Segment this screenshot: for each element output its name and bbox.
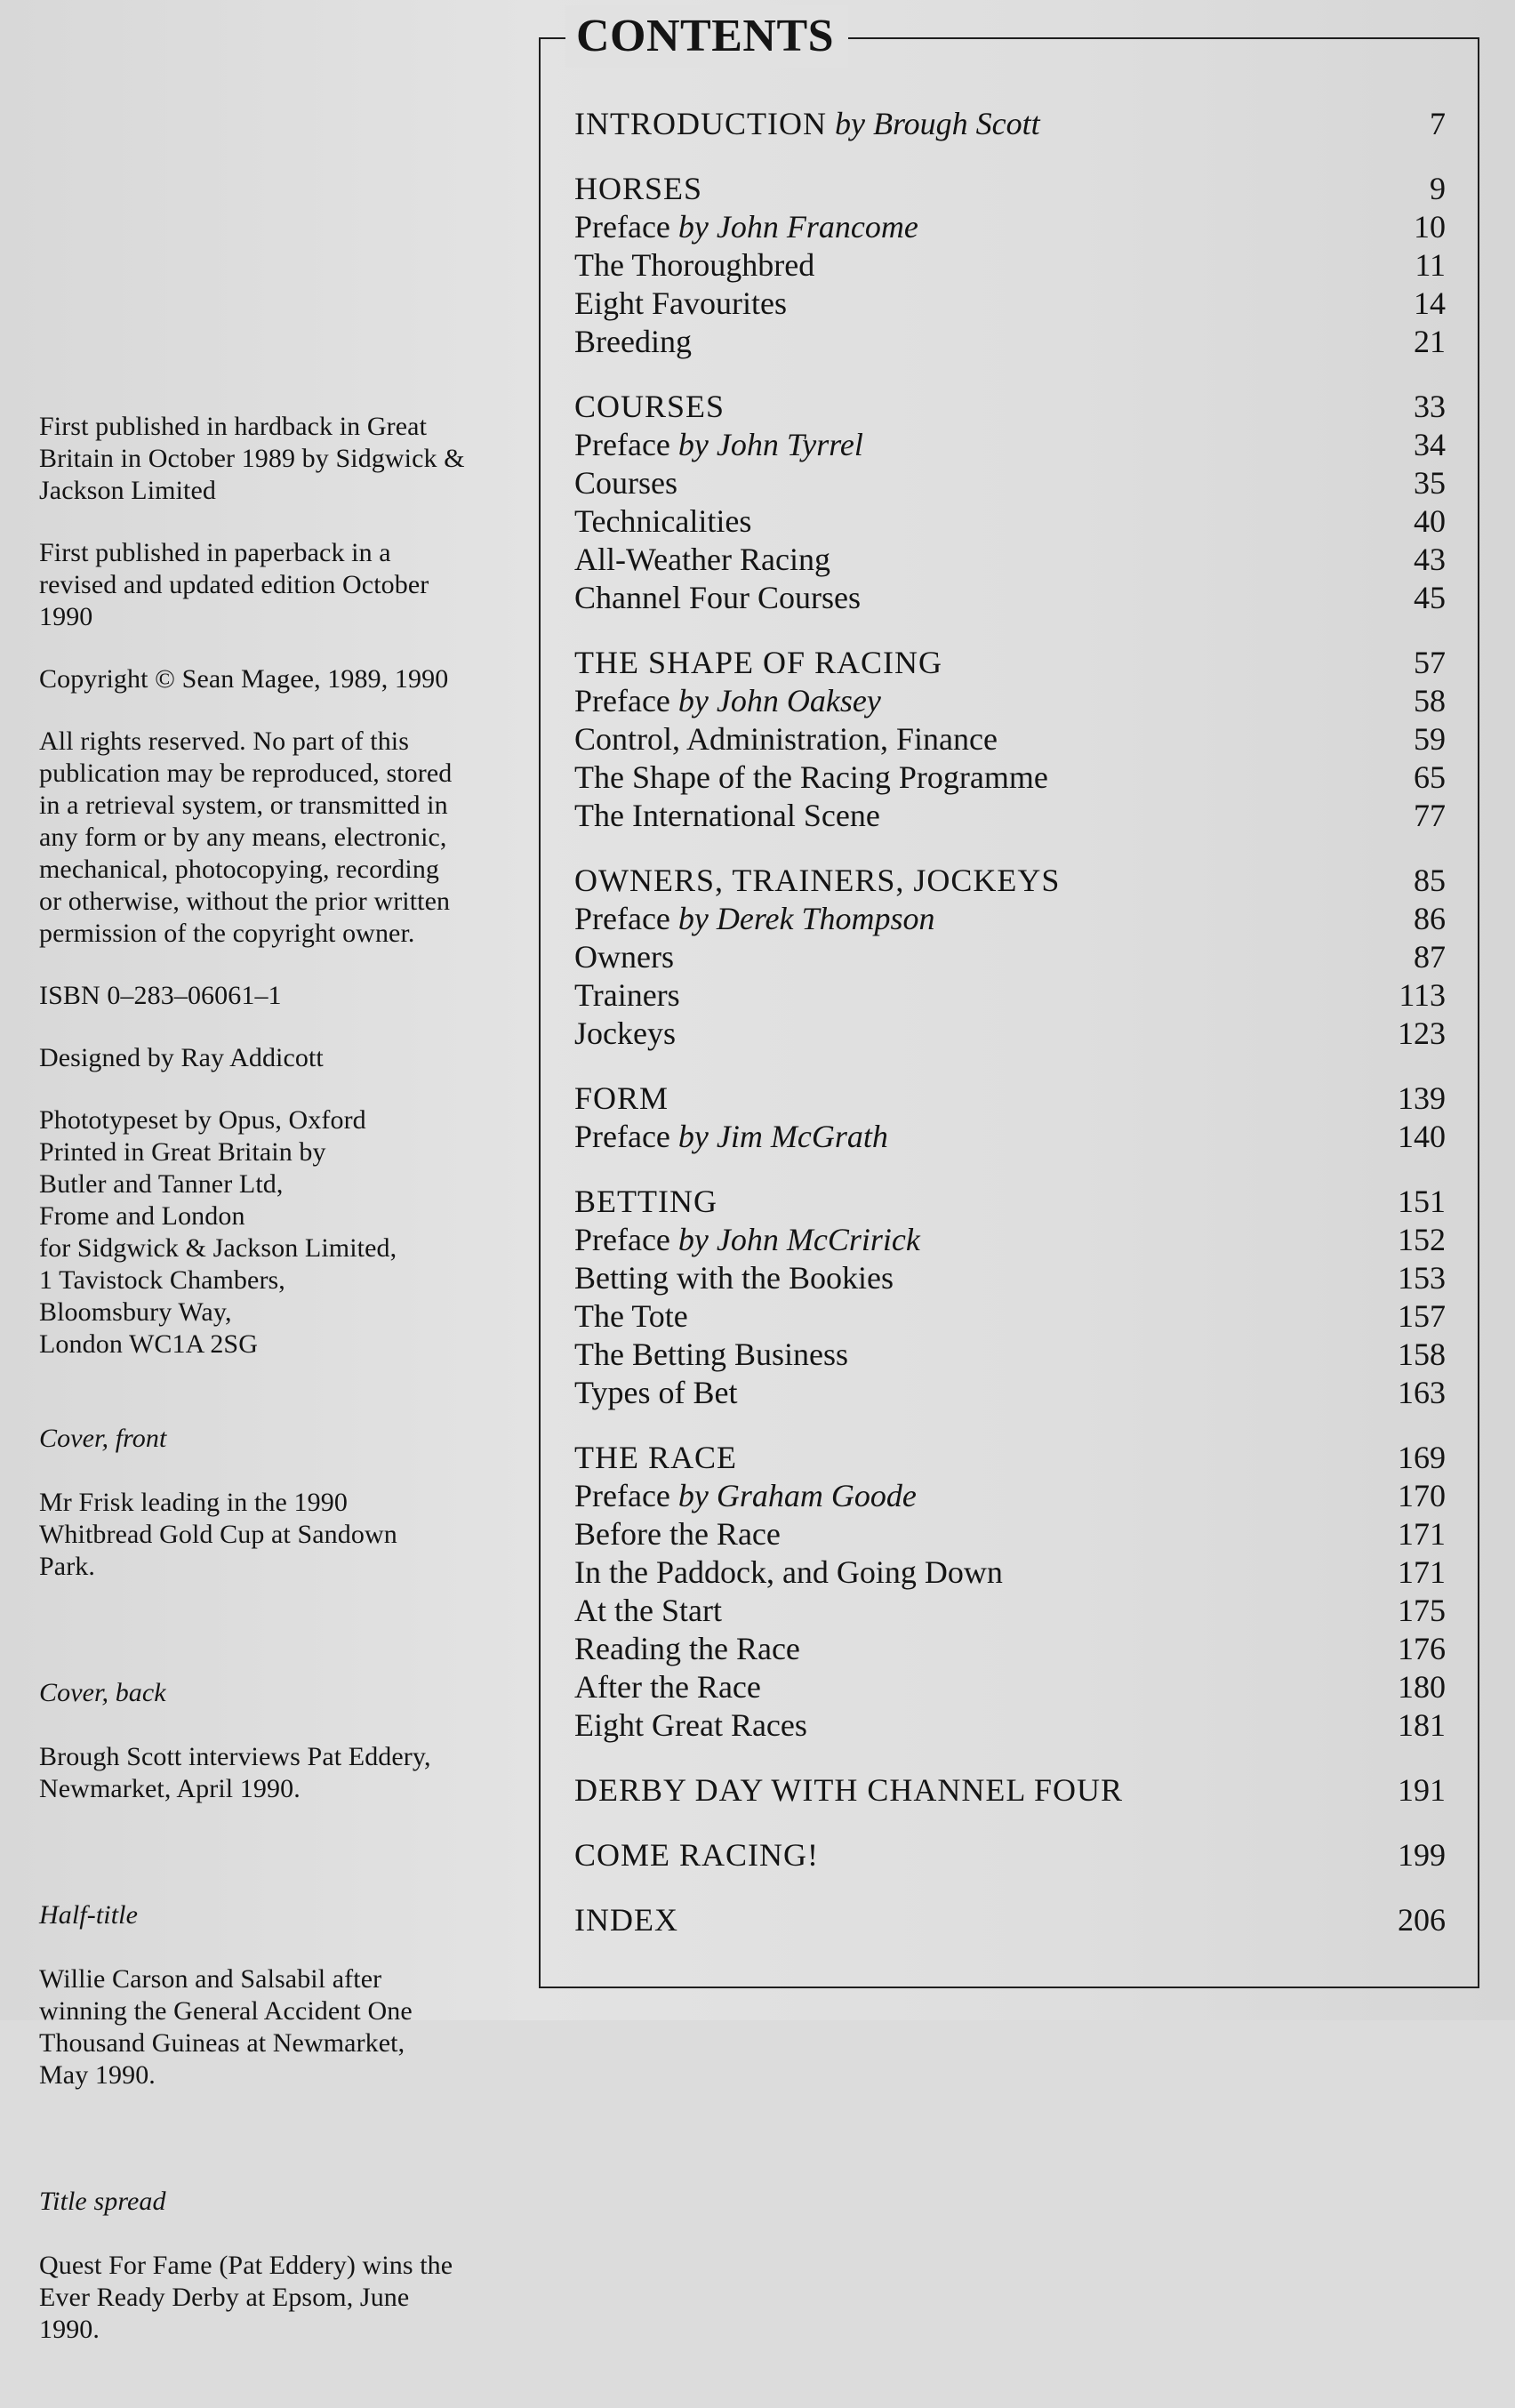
contents-entry	[574, 1259, 1446, 1297]
contents-page-number: 9	[1430, 171, 1446, 206]
contents-entry	[574, 246, 1446, 285]
contents-page-number: 163	[1398, 1375, 1446, 1410]
contents-entry	[574, 541, 1446, 579]
contents-entry-title: Before the Race	[574, 1516, 781, 1552]
contents-page-number: 77	[1414, 798, 1446, 833]
contents-entry-title-group	[574, 105, 1040, 143]
contents-entry	[574, 1336, 1446, 1374]
contents-entry-title-group	[574, 541, 830, 579]
contents-entry	[574, 579, 1446, 617]
contents-section	[574, 1080, 1446, 1156]
contents-page-number: 43	[1414, 542, 1446, 577]
contents-page-number: 139	[1398, 1080, 1446, 1116]
contents-entry-title: Betting with the Bookies	[574, 1260, 894, 1296]
contents-entry-title: Eight Favourites	[574, 285, 787, 321]
copyright-line: Copyright © Sean Magee, 1989, 1990	[39, 664, 449, 694]
contents-entry-title-group	[574, 1259, 894, 1297]
contents-entry-author: by Graham Goode	[677, 1478, 917, 1513]
imprint-column	[39, 411, 519, 2408]
contents-page-number: 171	[1398, 1554, 1446, 1590]
contents-page-number: 176	[1398, 1631, 1446, 1666]
contents-section-heading	[574, 1901, 1446, 1939]
contents-entry-title: The Thoroughbred	[574, 247, 815, 283]
contents-page-number: 180	[1398, 1669, 1446, 1705]
contents-entry-title: Preface	[574, 1222, 670, 1257]
contents-entry-title: INDEX	[574, 1902, 678, 1938]
photo-credit-text: Quest For Fame (Pat Eddery) wins the Ever Ready Derby at Epsom, June 1990.	[39, 2251, 453, 2344]
contents-page-number: 21	[1414, 324, 1446, 359]
contents-entry-title: Preface	[574, 427, 670, 462]
contents-section	[574, 170, 1446, 361]
contents-entry	[574, 1118, 1446, 1156]
contents-page-number: 113	[1399, 977, 1446, 1013]
contents-entry-title-group	[574, 1553, 1003, 1592]
contents-entry-title-group	[574, 579, 861, 617]
contents-section	[574, 1183, 1446, 1412]
contents-entry-title-group	[574, 246, 814, 285]
contents-entry	[574, 759, 1446, 797]
contents-entry-title: Preface	[574, 1478, 670, 1513]
contents-page-number: 33	[1414, 389, 1446, 424]
contents-section	[574, 862, 1446, 1053]
contents-section	[574, 1836, 1446, 1874]
contents-entry	[574, 976, 1446, 1015]
contents-entry-title: Trainers	[574, 977, 680, 1013]
contents-entry	[574, 682, 1446, 720]
photo-credit-text: Mr Frisk leading in the 1990 Whitbread Gold Cup at Sandown Park.	[39, 1488, 397, 1581]
contents-page-number: 140	[1398, 1119, 1446, 1154]
contents-entry-title: COURSES	[574, 389, 725, 424]
contents-entry-title: Preface	[574, 1119, 670, 1154]
contents-entry	[574, 1221, 1446, 1259]
contents-page-number: 58	[1414, 683, 1446, 718]
contents-page-number: 123	[1398, 1015, 1446, 1051]
contents-section-heading	[574, 644, 1446, 682]
contents-page-number: 171	[1398, 1516, 1446, 1552]
contents-entry	[574, 426, 1446, 464]
contents-entry-title: At the Start	[574, 1593, 722, 1628]
contents-entry	[574, 1015, 1446, 1053]
contents-entry	[574, 1668, 1446, 1706]
contents-entry	[574, 1515, 1446, 1553]
contents-page-number: 85	[1414, 863, 1446, 898]
contents-entry-title-group	[574, 1336, 848, 1374]
contents-entry-title: The Shape of the Racing Programme	[574, 759, 1048, 795]
contents-page-number: 11	[1415, 247, 1446, 283]
contents-section-heading	[574, 1836, 1446, 1874]
contents-page-number: 35	[1414, 465, 1446, 501]
contents-page-number: 86	[1414, 901, 1446, 936]
contents-section-heading	[574, 105, 1446, 143]
contents-entry	[574, 502, 1446, 541]
contents-entry	[574, 208, 1446, 246]
contents-entry	[574, 720, 1446, 759]
contents-entry-title-group	[574, 208, 918, 246]
contents-entry-title-group	[574, 1592, 722, 1630]
contents-page-number: 57	[1414, 645, 1446, 680]
contents-entry	[574, 1706, 1446, 1745]
contents-entry-title: Courses	[574, 465, 677, 501]
contents-entry-title: Preface	[574, 683, 670, 718]
contents-entry-title: Eight Great Races	[574, 1707, 807, 1743]
contents-entry-title-group	[574, 1515, 781, 1553]
contents-page-number: 181	[1398, 1707, 1446, 1743]
contents-entry-title: HORSES	[574, 171, 703, 206]
contents-entry	[574, 1553, 1446, 1592]
contents-section	[574, 105, 1446, 143]
contents-entry-title: All-Weather Racing	[574, 542, 830, 577]
contents-entry-title-group	[574, 1439, 737, 1477]
contents-entry-title-group	[574, 1836, 819, 1874]
contents-entry-title-group	[574, 938, 674, 976]
contents-entry-title-group	[574, 759, 1048, 797]
contents-entry-title: In the Paddock, and Going Down	[574, 1554, 1003, 1590]
imprint-paragraph: First published in hardback in Great Britain in October 1989 by Sidgwick & Jackson Limited	[39, 412, 465, 505]
contents-page-number: 65	[1414, 759, 1446, 795]
contents-page-number: 199	[1398, 1837, 1446, 1873]
contents-page-number: 175	[1398, 1593, 1446, 1628]
contents-section	[574, 1439, 1446, 1745]
contents-entry	[574, 900, 1446, 938]
photo-credit-label: Cover, front	[39, 1424, 167, 1453]
contents-page-number: 152	[1398, 1222, 1446, 1257]
contents-page-number: 7	[1430, 106, 1446, 141]
contents-entry-title-group	[574, 1183, 717, 1221]
contents-entry	[574, 1630, 1446, 1668]
contents-section	[574, 644, 1446, 835]
imprint-paragraph: First published in paperback in a revised and updated edition October 1990	[39, 538, 429, 631]
contents-entry-author: by Brough Scott	[834, 106, 1040, 141]
contents-page-number: 158	[1398, 1336, 1446, 1372]
contents-section	[574, 388, 1446, 617]
contents-page-number: 34	[1414, 427, 1446, 462]
contents-heading: CONTENTS	[565, 5, 848, 68]
contents-entry-author: by Derek Thompson	[677, 901, 935, 936]
contents-page-number: 191	[1398, 1772, 1446, 1808]
contents-entry-title: Channel Four Courses	[574, 580, 861, 615]
contents-section-heading	[574, 1439, 1446, 1477]
contents-entry-title: The Betting Business	[574, 1336, 848, 1372]
contents-entry-author: by John McCririck	[677, 1222, 920, 1257]
contents-entry-title-group	[574, 1374, 737, 1412]
contents-entry-title-group	[574, 1668, 761, 1706]
designer-credit: Designed by Ray Addicott	[39, 1043, 324, 1072]
contents-entry-title: THE SHAPE OF RACING	[574, 645, 943, 680]
contents-entry-title-group	[574, 1901, 678, 1939]
contents-entry-title-group	[574, 862, 1060, 900]
contents-entry-title: Types of Bet	[574, 1375, 738, 1410]
printer-credit: Phototypeset by Opus, Oxford Printed in Great Britain by Butler and Tanner Ltd, Frome and London for Sidgwick & Jackson Limited, 1 Tavistock Chambers, Bloomsbury Way, London WC1A 2SG	[39, 1105, 397, 1359]
contents-entry-title: Technicalities	[574, 503, 752, 539]
contents-entry-title-group	[574, 1080, 669, 1118]
contents-section	[574, 1771, 1446, 1810]
contents-entry-title-group	[574, 426, 863, 464]
contents-page-number: 170	[1398, 1478, 1446, 1513]
contents-entry	[574, 1374, 1446, 1412]
contents-page-number: 59	[1414, 721, 1446, 757]
contents-entry	[574, 323, 1446, 361]
photo-credit-label: Title spread	[39, 2187, 166, 2216]
contents-entry-title: Owners	[574, 939, 674, 975]
contents-entry	[574, 1477, 1446, 1515]
contents-entry-title: COME RACING!	[574, 1837, 820, 1873]
contents-entry	[574, 1592, 1446, 1630]
contents-entry-title-group	[574, 1706, 807, 1745]
contents-page-number: 40	[1414, 503, 1446, 539]
contents-entry-title: Preface	[574, 209, 670, 245]
contents-entry-title: Preface	[574, 901, 670, 936]
contents-page-number: 14	[1414, 285, 1446, 321]
contents-section-heading	[574, 862, 1446, 900]
photo-credit	[39, 1645, 519, 1837]
contents-entry-title-group	[574, 1630, 800, 1668]
contents-entry	[574, 285, 1446, 323]
contents-entry	[574, 938, 1446, 976]
photo-credit-text: Willie Carson and Salsabil after winning the General Accident One Thousand Guineas at Newmarket, May 1990.	[39, 1964, 413, 2090]
contents-entry-title-group	[574, 720, 998, 759]
contents-entry-title: Jockeys	[574, 1015, 676, 1051]
rights-statement: All rights reserved. No part of this publication may be reproduced, stored in a retrieval system, or transmitted in any form or by any means, electronic, mechanical, photocopying, recording or otherwise, without the prior written permission of the copyright owner.	[39, 726, 453, 948]
contents-entry-title-group	[574, 900, 935, 938]
contents-entry-title-group	[574, 502, 751, 541]
contents-entry-title: THE RACE	[574, 1440, 737, 1475]
isbn-line: ISBN 0–283–06061–1	[39, 981, 282, 1010]
contents-entry-title-group	[574, 1221, 920, 1259]
contents-entry-title-group	[574, 388, 725, 426]
contents-entry-title-group	[574, 170, 702, 208]
contents-entry-title: Control, Administration, Finance	[574, 721, 998, 757]
contents-entry-title-group	[574, 644, 942, 682]
contents-entry-title: BETTING	[574, 1184, 717, 1219]
contents-entry-title: Breeding	[574, 324, 692, 359]
contents-entry-title: OWNERS, TRAINERS, JOCKEYS	[574, 863, 1061, 898]
contents-entry-title-group	[574, 1771, 1123, 1810]
contents-page-number: 10	[1414, 209, 1446, 245]
contents-entry	[574, 797, 1446, 835]
contents-page-number: 169	[1398, 1440, 1446, 1475]
contents-entry-title-group	[574, 323, 692, 361]
contents-entry-author: by Jim McGrath	[677, 1119, 888, 1154]
contents-entry-title-group	[574, 1015, 676, 1053]
contents-entry-author: by John Tyrrel	[677, 427, 863, 462]
contents-entry-title: DERBY DAY WITH CHANNEL FOUR	[574, 1772, 1124, 1808]
photo-credit-label: Cover, back	[39, 1678, 166, 1707]
contents-page-number: 206	[1398, 1902, 1446, 1938]
photo-credit-label: Half-title	[39, 1900, 138, 1930]
contents-entry-title: Reading the Race	[574, 1631, 800, 1666]
contents-entry-title-group	[574, 1477, 917, 1515]
contents-entry-title-group	[574, 976, 680, 1015]
contents-entry	[574, 1297, 1446, 1336]
contents-entry-title: The Tote	[574, 1298, 688, 1334]
contents-section	[574, 1901, 1446, 1939]
contents-section-heading	[574, 1183, 1446, 1221]
contents-entry	[574, 464, 1446, 502]
contents-section-heading	[574, 1771, 1446, 1810]
contents-section-heading	[574, 170, 1446, 208]
contents-entry-author: by John Oaksey	[677, 683, 881, 718]
photo-credit-text: Brough Scott interviews Pat Eddery, Newmarket, April 1990.	[39, 1742, 431, 1803]
contents-page-number: 151	[1398, 1184, 1446, 1219]
contents-entry-title: The International Scene	[574, 798, 880, 833]
photo-credit	[39, 1867, 519, 2123]
table-of-contents	[574, 105, 1446, 1966]
contents-page-number: 87	[1414, 939, 1446, 975]
contents-entry-title: FORM	[574, 1080, 669, 1116]
contents-entry-title-group	[574, 1118, 888, 1156]
contents-section-heading	[574, 388, 1446, 426]
contents-entry-author: by John Francome	[677, 209, 918, 245]
contents-page-number: 153	[1398, 1260, 1446, 1296]
contents-section-heading	[574, 1080, 1446, 1118]
photo-credit	[39, 1391, 519, 1615]
contents-entry-title-group	[574, 682, 881, 720]
photo-credit	[39, 2154, 519, 2378]
contents-entry-title-group	[574, 464, 677, 502]
contents-page-number: 45	[1414, 580, 1446, 615]
contents-entry-title: After the Race	[574, 1669, 761, 1705]
contents-page-number: 157	[1398, 1298, 1446, 1334]
contents-entry-title-group	[574, 797, 880, 835]
contents-entry-title-group	[574, 285, 787, 323]
contents-entry-title-group	[574, 1297, 688, 1336]
contents-entry-title: INTRODUCTION	[574, 106, 827, 141]
